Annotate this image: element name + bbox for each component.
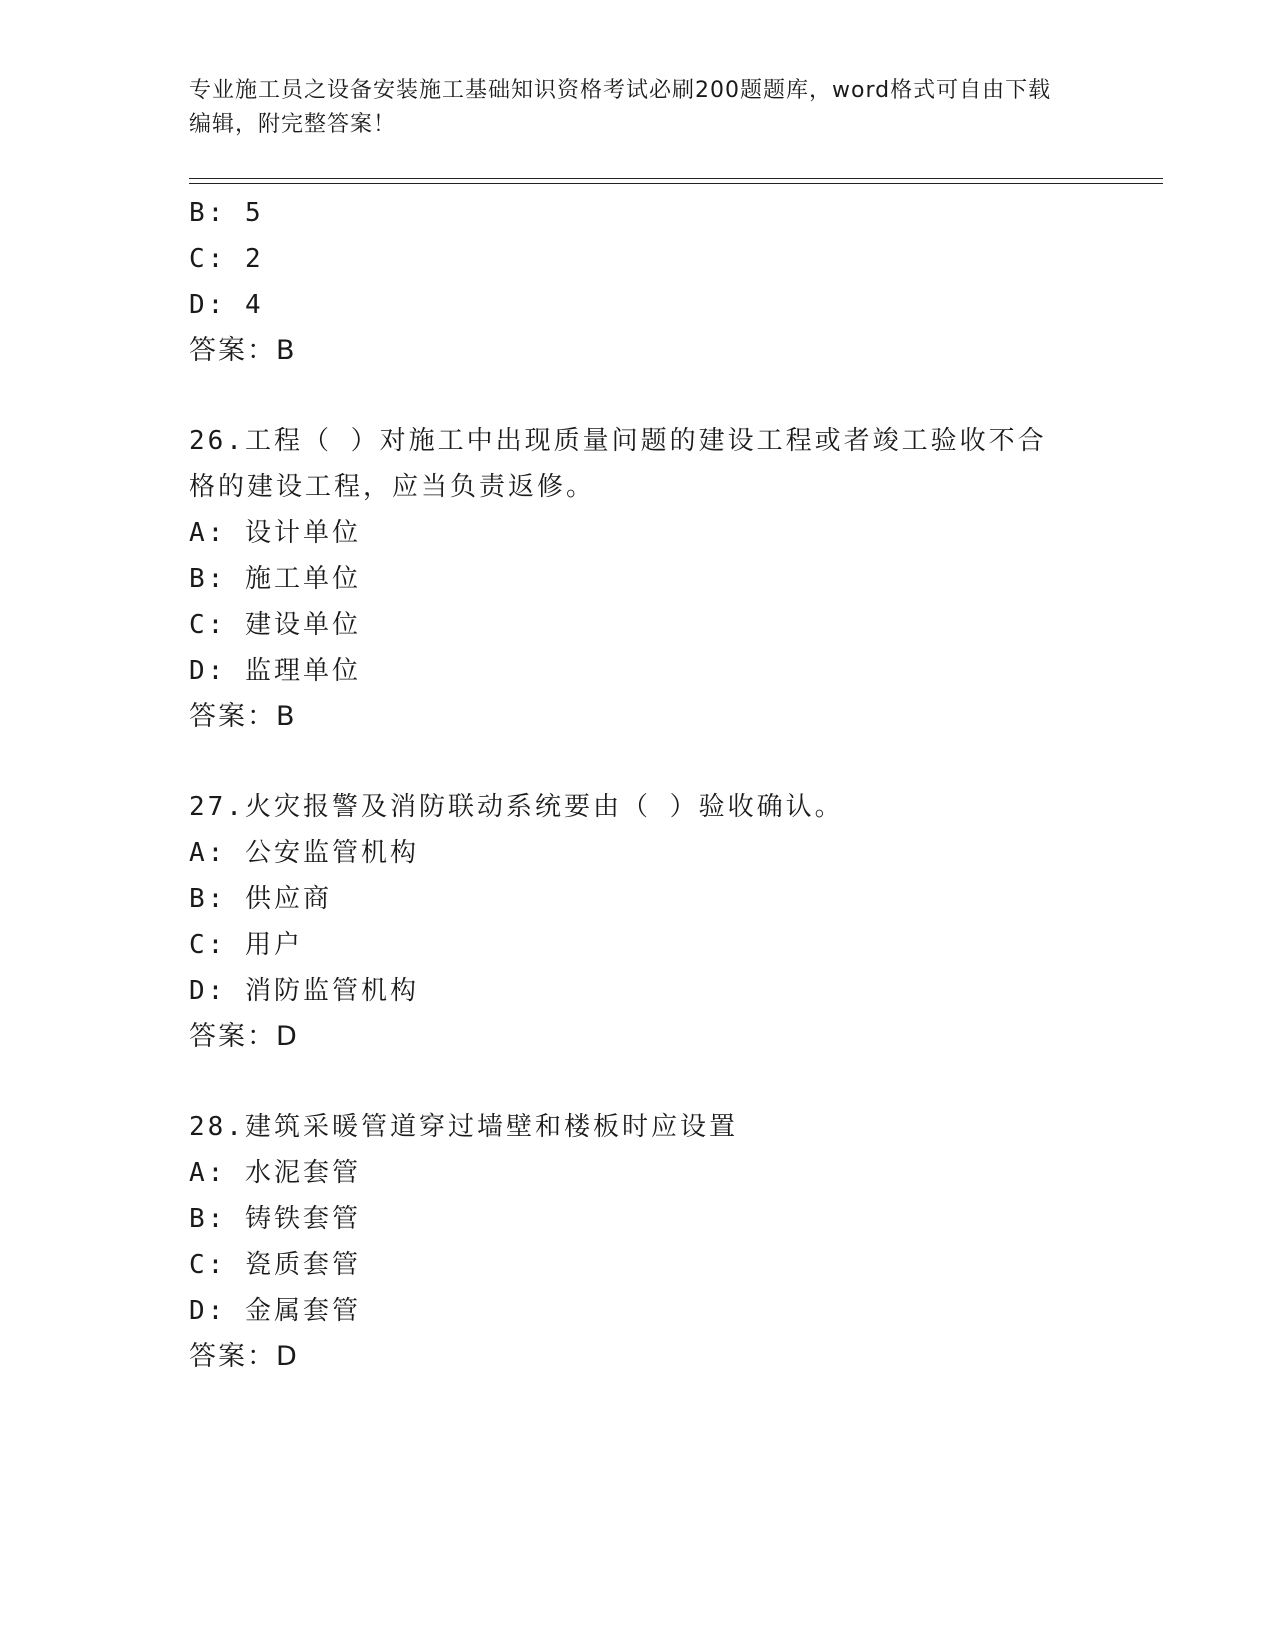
- option-d: D: 金属套管: [189, 1296, 361, 1326]
- answer: 答案：D: [189, 1021, 299, 1052]
- option-c: C: 2: [189, 244, 264, 274]
- answer: 答案：B: [189, 701, 297, 732]
- answer: 答案：B: [189, 335, 297, 366]
- option-b: B: 施工单位: [189, 564, 361, 594]
- question-list: [189, 190, 1089, 1380]
- option-d: D: 消防监管机构: [189, 976, 419, 1006]
- option-b: B: 5: [189, 198, 264, 228]
- question-28: [189, 1104, 1089, 1380]
- option-c: C: 瓷质套管: [189, 1250, 361, 1280]
- option-b: B: 铸铁套管: [189, 1204, 361, 1234]
- question-26: [189, 418, 1089, 740]
- option-b: B: 供应商: [189, 884, 332, 914]
- question-text: 26.工程（ ）对施工中出现质量问题的建设工程或者竣工验收不合格的建设工程，应当负责返修。: [189, 426, 1047, 502]
- question-27: [189, 784, 1089, 1060]
- header-divider-bottom: [189, 183, 1163, 184]
- answer: 答案：D: [189, 1341, 299, 1372]
- question-text: 27.火灾报警及消防联动系统要由（ ）验收确认。: [189, 792, 844, 822]
- question-25-continued: [189, 190, 1089, 374]
- option-d: D: 监理单位: [189, 656, 361, 686]
- question-text: 28.建筑采暖管道穿过墙壁和楼板时应设置: [189, 1112, 738, 1142]
- option-c: C: 建设单位: [189, 610, 361, 640]
- header-divider-top: [189, 178, 1163, 179]
- option-a: A: 水泥套管: [189, 1158, 361, 1188]
- option-c: C: 用户: [189, 930, 303, 960]
- option-d: D: 4: [189, 290, 264, 320]
- option-a: A: 公安监管机构: [189, 838, 419, 868]
- document-header: 专业施工员之设备安装施工基础知识资格考试必刷200题题库，word格式可自由下载编辑，附完整答案！: [189, 78, 1052, 137]
- option-a: A: 设计单位: [189, 518, 361, 548]
